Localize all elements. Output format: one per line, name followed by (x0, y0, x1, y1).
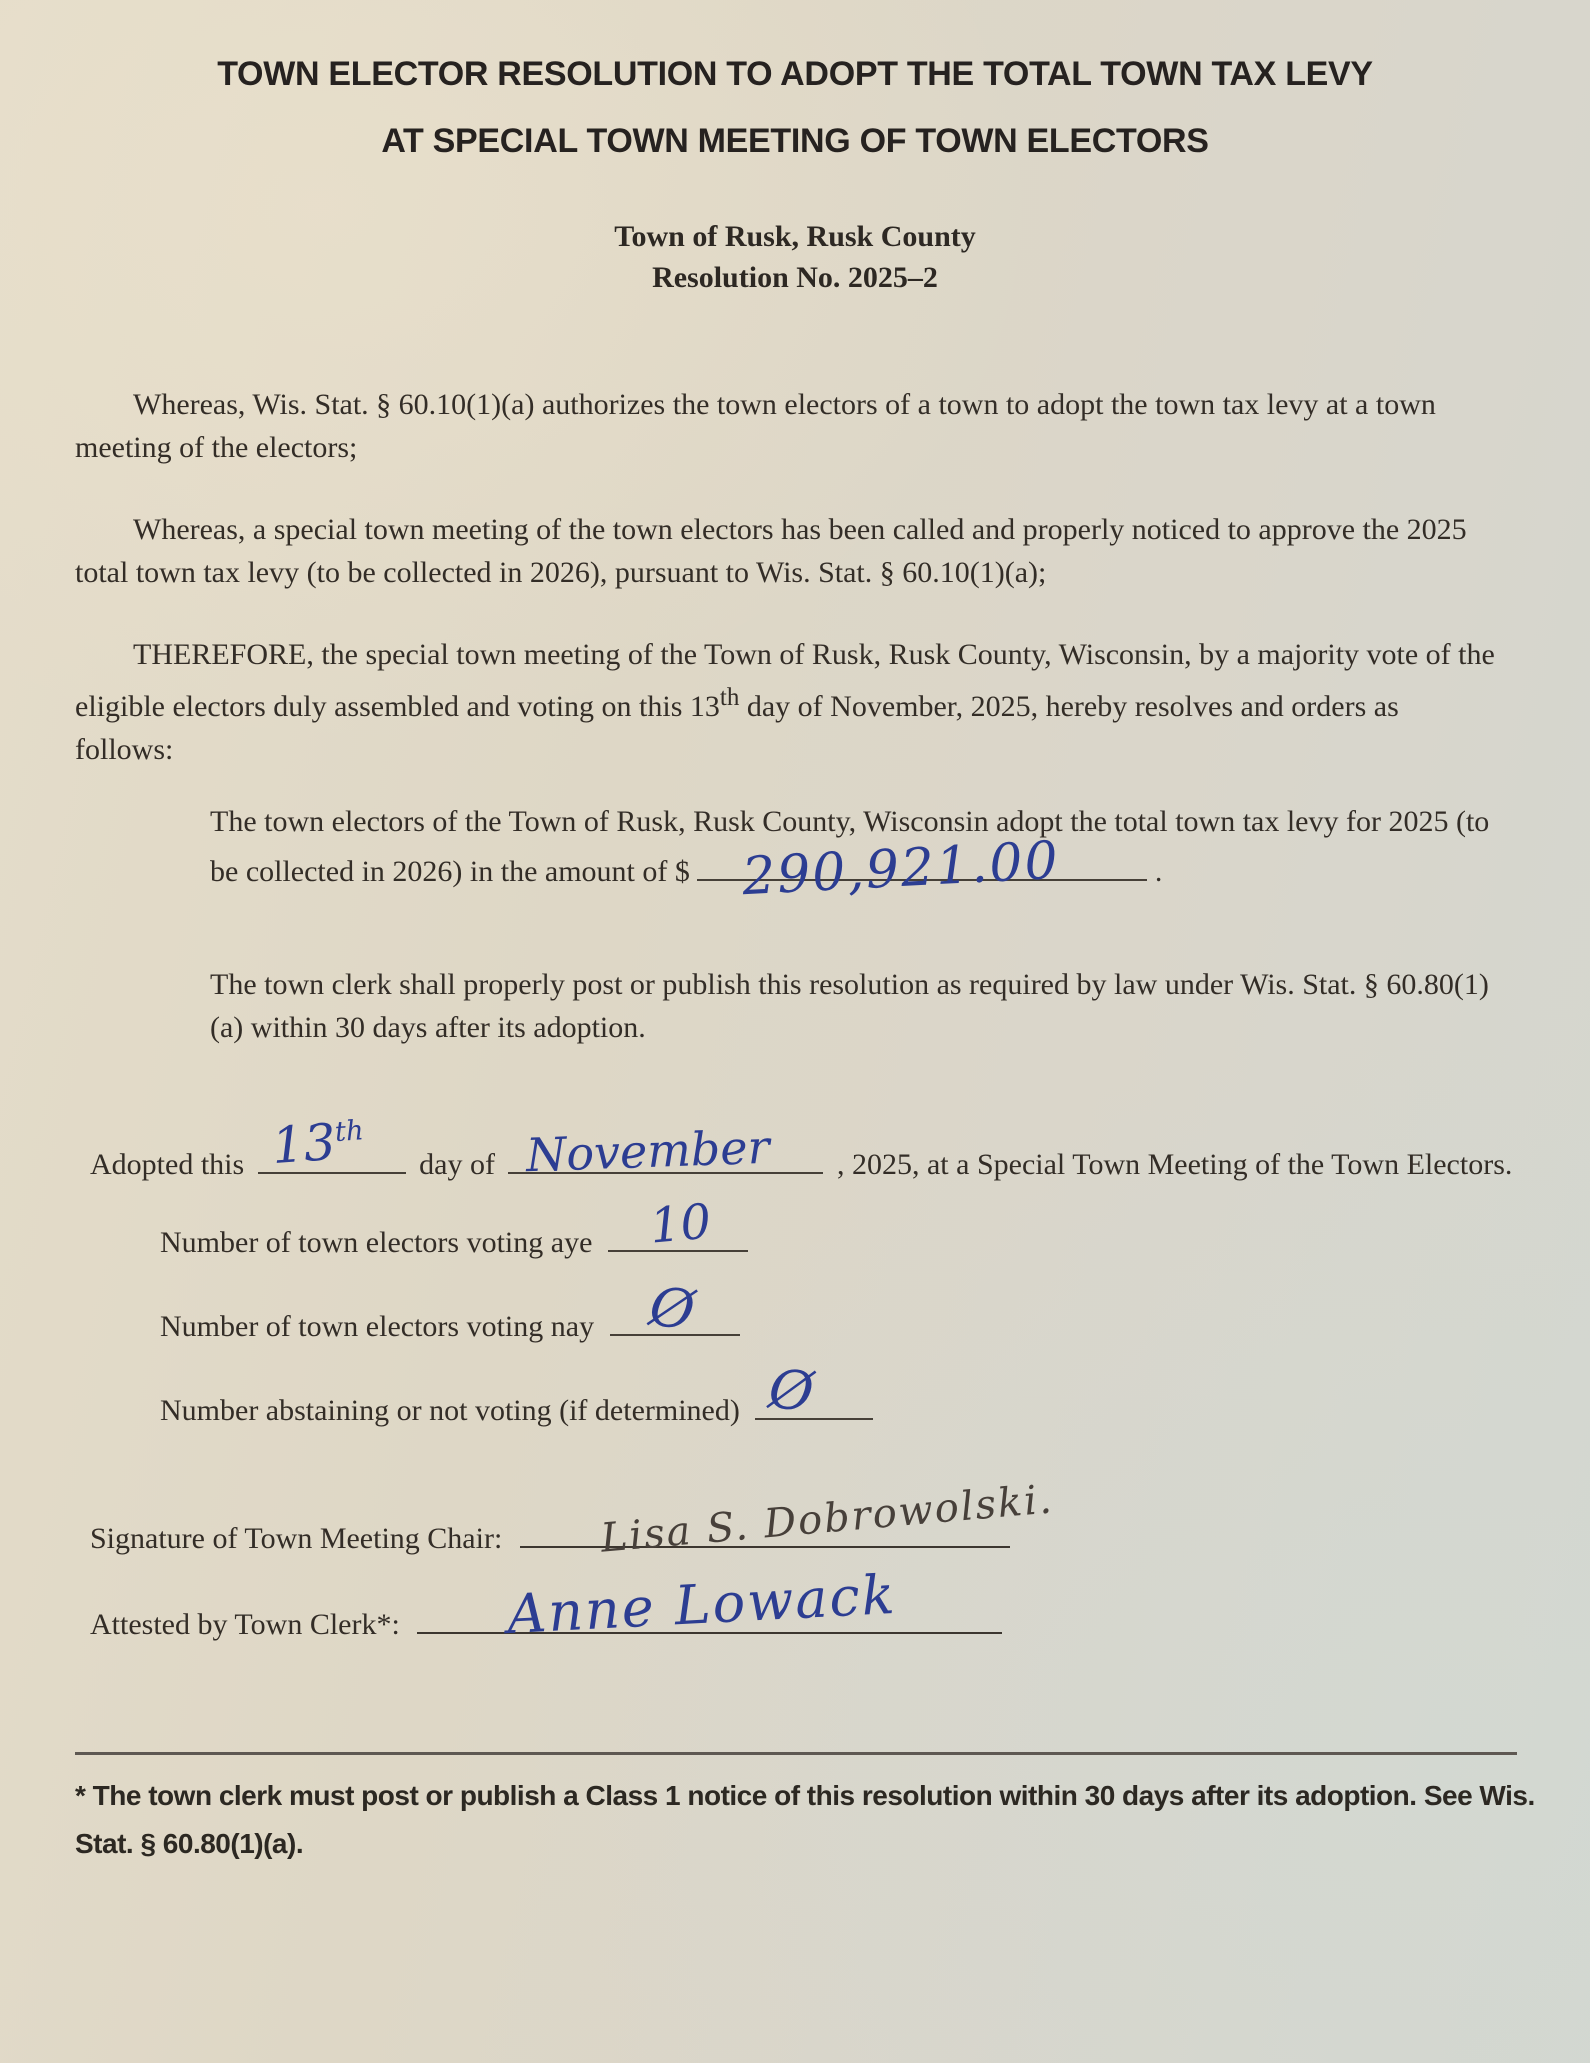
handwritten-nay-count: Ø (645, 1274, 699, 1343)
document-subtitle-resolution-number: Resolution No. 2025–2 (652, 261, 938, 294)
vote-abstain-line (160, 1356, 873, 1428)
paragraph-therefore (75, 633, 1495, 771)
therefore-text-post: day of November, 2025, hereby resolves and orders as follows: (75, 690, 1399, 766)
clerk-signature-blank (417, 1562, 1002, 1647)
adopted-day-blank (258, 1112, 406, 1176)
vote-aye-blank (608, 1193, 748, 1255)
handwritten-adopted-month: November (525, 1119, 771, 1183)
chair-signature-line (90, 1476, 1056, 1562)
paragraph-whereas-1: Whereas, Wis. Stat. § 60.10(1)(a) authorizes the town electors of a town to adopt the town tax levy at a town meeting of the electors; (75, 388, 1436, 464)
document-title-line2: AT SPECIAL TOWN MEETING OF TOWN ELECTORS (381, 122, 1209, 160)
document-subtitle-town: Town of Rusk, Rusk County (614, 220, 976, 253)
adopted-text-mid: day of (419, 1148, 495, 1181)
document-title-line1: TOWN ELECTOR RESOLUTION TO ADOPT THE TOTAL TOWN TAX LEVY (217, 55, 1373, 93)
adopted-text-pre: Adopted this (90, 1148, 245, 1181)
vote-nay-line (160, 1274, 740, 1344)
adopted-text-post: , 2025, at a Special Town Meeting of the Town Electors. (836, 1148, 1513, 1181)
footnote-divider (75, 1752, 1517, 1755)
levy-amount-blank (697, 830, 1147, 908)
clerk-signature-label: Attested by Town Clerk*: (90, 1608, 400, 1641)
chair-signature-label: Signature of Town Meeting Chair: (90, 1522, 503, 1555)
chair-signature-blank (520, 1476, 1056, 1562)
therefore-ordinal-suffix: th (719, 684, 740, 711)
handwritten-aye-count: 10 (647, 1193, 714, 1255)
vote-nay-blank (610, 1274, 740, 1343)
therefore-text-pre: THEREFORE, the special town meeting of the Town of Rusk, Rusk County, Wisconsin, by a majority vote of the eligible electors duly assembled and voting on this 13 (75, 638, 1495, 723)
handwritten-clerk-signature: Anne Lowack (505, 1562, 899, 1647)
footnote-text: * The town clerk must post or publish a Class 1 notice of this resolution within 30 days after its adoption. See Wis. Stat. § 60.80(1)(a). (75, 1780, 1535, 1859)
levy-text-pre: The town electors of the Town of Rusk, Rusk County, Wisconsin adopt the total town tax levy for 2025 (to be collected in 2026) in the amount of $ (210, 805, 1490, 888)
vote-aye-line (160, 1193, 748, 1260)
paragraph-levy-adoption (210, 800, 1510, 908)
vote-nay-label: Number of town electors voting nay (160, 1310, 595, 1343)
levy-text-post: . (1154, 855, 1163, 888)
handwritten-chair-signature: Lisa S. Dobrowolski. (598, 1476, 1056, 1562)
adopted-date-line (90, 1112, 1513, 1183)
paragraph-clerk-duty: The town clerk shall properly post or publish this resolution as required by law under Wis. Stat. § 60.80(1)(a) within 30 days after its adoption. (210, 968, 1489, 1044)
paragraph-whereas-2: Whereas, a special town meeting of the town electors has been called and properly noticed to approve the 2025 total town tax levy (to be collected in 2026), pursuant to Wis. Stat. § 60.10(1)(a); (75, 513, 1467, 589)
clerk-signature-line (90, 1562, 1002, 1647)
adopted-month-blank (508, 1119, 823, 1183)
handwritten-levy-amount: 290,921.00 (740, 830, 1062, 908)
vote-abstain-label: Number abstaining or not voting (if determined) (160, 1394, 740, 1427)
vote-aye-label: Number of town electors voting aye (160, 1226, 593, 1259)
vote-abstain-blank (755, 1356, 873, 1425)
handwritten-adopted-day: 13th (269, 1112, 365, 1176)
handwritten-abstain-count: Ø (766, 1356, 817, 1425)
